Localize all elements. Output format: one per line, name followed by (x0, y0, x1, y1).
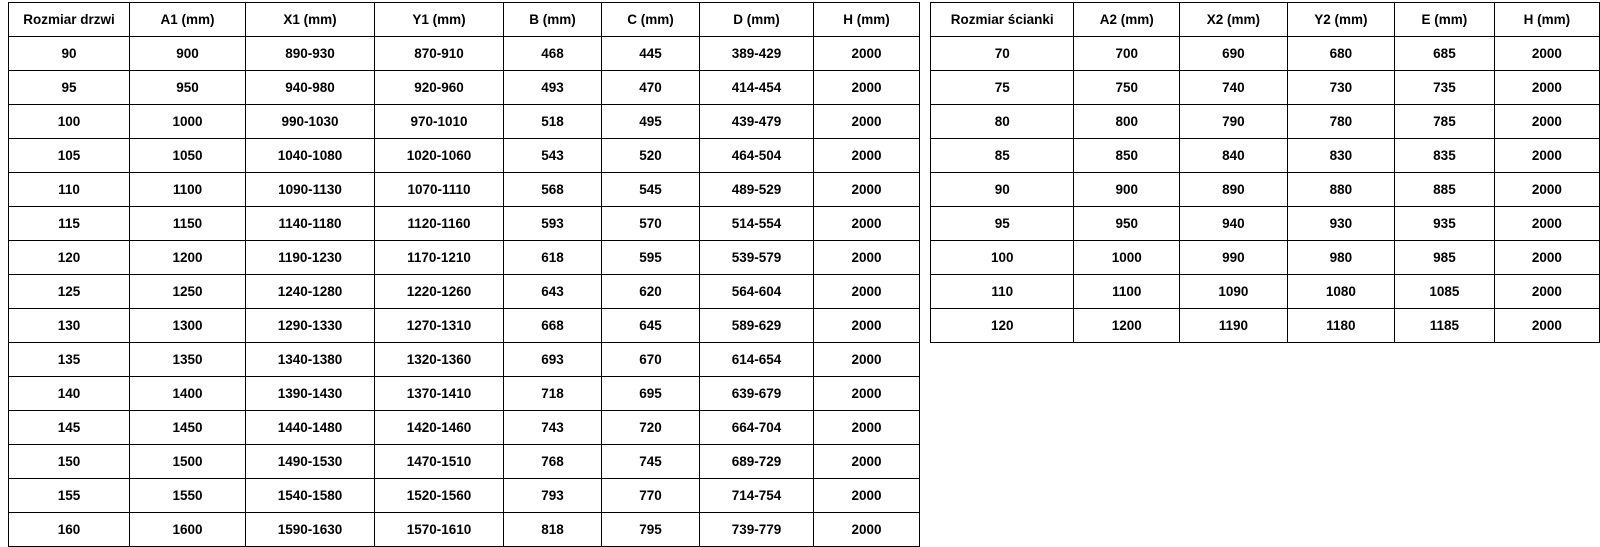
doors-cell-6: 489-529 (700, 173, 814, 207)
doors-cell-6: 689-729 (700, 445, 814, 479)
doors-cell-1: 1000 (130, 105, 246, 139)
doors-cell-5: 695 (602, 377, 700, 411)
table-row (931, 173, 1600, 207)
table-row (9, 241, 920, 275)
doors-cell-0: 160 (9, 513, 130, 547)
table-row (931, 207, 1600, 241)
doors-cell-6: 514-554 (700, 207, 814, 241)
wall-cell-3: 1080 (1287, 275, 1395, 309)
doors-cell-0: 135 (9, 343, 130, 377)
wall-cell-3: 880 (1287, 173, 1395, 207)
doors-cell-2: 1140-1180 (246, 207, 375, 241)
wall-cell-2: 1090 (1180, 275, 1288, 309)
doors-cell-3: 1570-1610 (375, 513, 504, 547)
wall-cell-2: 990 (1180, 241, 1288, 275)
doors-cell-2: 1040-1080 (246, 139, 375, 173)
doors-cell-2: 1390-1430 (246, 377, 375, 411)
table-row (9, 445, 920, 479)
doors-cell-3: 1270-1310 (375, 309, 504, 343)
doors-cell-1: 900 (130, 37, 246, 71)
table-row (931, 37, 1600, 71)
doors-cell-1: 1150 (130, 207, 246, 241)
wall-cell-2: 740 (1180, 71, 1288, 105)
doors-cell-3: 1420-1460 (375, 411, 504, 445)
doors-cell-7: 2000 (814, 37, 920, 71)
table-row (931, 71, 1600, 105)
wall-cell-0: 110 (931, 275, 1074, 309)
doors-cell-7: 2000 (814, 411, 920, 445)
doors-cell-2: 1590-1630 (246, 513, 375, 547)
doors-cell-5: 595 (602, 241, 700, 275)
doors-cell-3: 1220-1260 (375, 275, 504, 309)
wall-cell-5: 2000 (1494, 105, 1599, 139)
doors-cell-2: 1190-1230 (246, 241, 375, 275)
wall-cell-2: 940 (1180, 207, 1288, 241)
wall-header-cell-0: Rozmiar ścianki (931, 3, 1074, 37)
wall-cell-5: 2000 (1494, 241, 1599, 275)
doors-cell-3: 1020-1060 (375, 139, 504, 173)
doors-cell-6: 714-754 (700, 479, 814, 513)
doors-cell-4: 718 (504, 377, 602, 411)
wall-cell-1: 1000 (1074, 241, 1180, 275)
wall-cell-3: 730 (1287, 71, 1395, 105)
wall-cell-4: 935 (1395, 207, 1495, 241)
doors-cell-6: 614-654 (700, 343, 814, 377)
doors-cell-7: 2000 (814, 377, 920, 411)
wall-cell-3: 830 (1287, 139, 1395, 173)
doors-cell-0: 120 (9, 241, 130, 275)
wall-cell-0: 75 (931, 71, 1074, 105)
doors-cell-6: 564-604 (700, 275, 814, 309)
doors-cell-0: 90 (9, 37, 130, 71)
wall-cell-2: 790 (1180, 105, 1288, 139)
table-row (931, 275, 1600, 309)
doors-cell-1: 1400 (130, 377, 246, 411)
wall-cell-5: 2000 (1494, 275, 1599, 309)
doors-cell-0: 125 (9, 275, 130, 309)
doors-cell-7: 2000 (814, 445, 920, 479)
doors-cell-5: 570 (602, 207, 700, 241)
doors-cell-7: 2000 (814, 309, 920, 343)
table-row (9, 207, 920, 241)
wall-cell-4: 985 (1395, 241, 1495, 275)
doors-cell-0: 110 (9, 173, 130, 207)
doors-cell-7: 2000 (814, 105, 920, 139)
wall-cell-5: 2000 (1494, 309, 1599, 343)
doors-cell-4: 543 (504, 139, 602, 173)
wall-header-cell-4: E (mm) (1395, 3, 1495, 37)
doors-cell-3: 1470-1510 (375, 445, 504, 479)
doors-cell-5: 645 (602, 309, 700, 343)
wall-header-cell-5: H (mm) (1494, 3, 1599, 37)
doors-table-head (9, 3, 920, 37)
wall-dimensions-table (930, 2, 1600, 343)
wall-cell-0: 70 (931, 37, 1074, 71)
wall-cell-1: 850 (1074, 139, 1180, 173)
doors-dimensions-table (8, 2, 920, 547)
doors-cell-7: 2000 (814, 173, 920, 207)
doors-cell-4: 818 (504, 513, 602, 547)
wall-cell-4: 735 (1395, 71, 1495, 105)
doors-cell-5: 795 (602, 513, 700, 547)
wall-cell-4: 1185 (1395, 309, 1495, 343)
wall-cell-2: 690 (1180, 37, 1288, 71)
doors-cell-6: 439-479 (700, 105, 814, 139)
doors-cell-4: 743 (504, 411, 602, 445)
doors-cell-5: 670 (602, 343, 700, 377)
doors-header-cell-7: H (mm) (814, 3, 920, 37)
doors-cell-5: 620 (602, 275, 700, 309)
wall-cell-1: 900 (1074, 173, 1180, 207)
doors-cell-3: 1320-1360 (375, 343, 504, 377)
doors-cell-1: 1550 (130, 479, 246, 513)
wall-cell-4: 885 (1395, 173, 1495, 207)
table-row (9, 275, 920, 309)
doors-header-cell-3: Y1 (mm) (375, 3, 504, 37)
doors-cell-2: 1290-1330 (246, 309, 375, 343)
table-row (931, 309, 1600, 343)
wall-cell-3: 1180 (1287, 309, 1395, 343)
doors-cell-0: 130 (9, 309, 130, 343)
doors-cell-3: 1370-1410 (375, 377, 504, 411)
doors-header-cell-4: B (mm) (504, 3, 602, 37)
table-row (9, 309, 920, 343)
doors-cell-4: 668 (504, 309, 602, 343)
doors-cell-1: 1600 (130, 513, 246, 547)
doors-cell-0: 100 (9, 105, 130, 139)
doors-cell-4: 568 (504, 173, 602, 207)
doors-cell-2: 1490-1530 (246, 445, 375, 479)
wall-cell-5: 2000 (1494, 71, 1599, 105)
wall-cell-1: 1200 (1074, 309, 1180, 343)
doors-table-header-row (9, 3, 920, 37)
wall-cell-5: 2000 (1494, 173, 1599, 207)
doors-cell-3: 1070-1110 (375, 173, 504, 207)
doors-cell-5: 720 (602, 411, 700, 445)
wall-cell-4: 1085 (1395, 275, 1495, 309)
doors-cell-1: 1200 (130, 241, 246, 275)
doors-cell-4: 593 (504, 207, 602, 241)
table-row (9, 513, 920, 547)
doors-cell-7: 2000 (814, 207, 920, 241)
doors-cell-6: 464-504 (700, 139, 814, 173)
doors-cell-6: 389-429 (700, 37, 814, 71)
doors-cell-1: 950 (130, 71, 246, 105)
doors-cell-5: 770 (602, 479, 700, 513)
doors-cell-0: 140 (9, 377, 130, 411)
table-row (931, 139, 1600, 173)
wall-table-header-row (931, 3, 1600, 37)
doors-cell-7: 2000 (814, 139, 920, 173)
doors-cell-0: 115 (9, 207, 130, 241)
wall-cell-0: 90 (931, 173, 1074, 207)
doors-header-cell-5: C (mm) (602, 3, 700, 37)
table-row (9, 343, 920, 377)
wall-table-head (931, 3, 1600, 37)
doors-cell-6: 539-579 (700, 241, 814, 275)
doors-cell-7: 2000 (814, 513, 920, 547)
doors-cell-2: 1540-1580 (246, 479, 375, 513)
wall-cell-5: 2000 (1494, 207, 1599, 241)
table-row (9, 105, 920, 139)
wall-cell-4: 685 (1395, 37, 1495, 71)
doors-cell-2: 1440-1480 (246, 411, 375, 445)
doors-cell-3: 970-1010 (375, 105, 504, 139)
doors-cell-3: 920-960 (375, 71, 504, 105)
doors-cell-7: 2000 (814, 343, 920, 377)
wall-cell-0: 100 (931, 241, 1074, 275)
table-row (9, 173, 920, 207)
doors-cell-3: 1520-1560 (375, 479, 504, 513)
wall-cell-4: 835 (1395, 139, 1495, 173)
doors-cell-1: 1350 (130, 343, 246, 377)
doors-cell-0: 150 (9, 445, 130, 479)
doors-cell-4: 468 (504, 37, 602, 71)
table-row (931, 241, 1600, 275)
doors-cell-6: 639-679 (700, 377, 814, 411)
wall-cell-3: 680 (1287, 37, 1395, 71)
table-row (9, 37, 920, 71)
wall-cell-4: 785 (1395, 105, 1495, 139)
doors-cell-4: 793 (504, 479, 602, 513)
doors-cell-4: 618 (504, 241, 602, 275)
wall-cell-0: 80 (931, 105, 1074, 139)
wall-table-body (931, 37, 1600, 343)
doors-cell-1: 1100 (130, 173, 246, 207)
wall-cell-0: 120 (931, 309, 1074, 343)
wall-cell-3: 980 (1287, 241, 1395, 275)
doors-cell-5: 545 (602, 173, 700, 207)
wall-cell-0: 95 (931, 207, 1074, 241)
doors-cell-3: 1170-1210 (375, 241, 504, 275)
wall-cell-1: 1100 (1074, 275, 1180, 309)
doors-cell-1: 1250 (130, 275, 246, 309)
doors-cell-2: 990-1030 (246, 105, 375, 139)
doors-cell-7: 2000 (814, 71, 920, 105)
doors-header-cell-6: D (mm) (700, 3, 814, 37)
table-row (9, 377, 920, 411)
table-row (9, 71, 920, 105)
doors-cell-3: 870-910 (375, 37, 504, 71)
doors-cell-3: 1120-1160 (375, 207, 504, 241)
doors-cell-0: 155 (9, 479, 130, 513)
doors-cell-2: 1240-1280 (246, 275, 375, 309)
wall-header-cell-3: Y2 (mm) (1287, 3, 1395, 37)
wall-cell-0: 85 (931, 139, 1074, 173)
wall-header-cell-1: A2 (mm) (1074, 3, 1180, 37)
doors-header-cell-2: X1 (mm) (246, 3, 375, 37)
doors-cell-7: 2000 (814, 241, 920, 275)
doors-cell-0: 95 (9, 71, 130, 105)
doors-cell-5: 495 (602, 105, 700, 139)
doors-cell-1: 1500 (130, 445, 246, 479)
doors-cell-1: 1050 (130, 139, 246, 173)
doors-cell-4: 693 (504, 343, 602, 377)
doors-cell-6: 664-704 (700, 411, 814, 445)
doors-cell-7: 2000 (814, 479, 920, 513)
wall-cell-1: 750 (1074, 71, 1180, 105)
doors-cell-5: 470 (602, 71, 700, 105)
wall-cell-5: 2000 (1494, 139, 1599, 173)
doors-cell-1: 1450 (130, 411, 246, 445)
doors-cell-4: 768 (504, 445, 602, 479)
doors-cell-4: 643 (504, 275, 602, 309)
wall-cell-3: 930 (1287, 207, 1395, 241)
doors-cell-6: 739-779 (700, 513, 814, 547)
doors-cell-5: 520 (602, 139, 700, 173)
doors-cell-5: 445 (602, 37, 700, 71)
wall-header-cell-2: X2 (mm) (1180, 3, 1288, 37)
wall-cell-1: 800 (1074, 105, 1180, 139)
doors-cell-4: 493 (504, 71, 602, 105)
doors-cell-2: 1340-1380 (246, 343, 375, 377)
wall-cell-2: 890 (1180, 173, 1288, 207)
doors-cell-7: 2000 (814, 275, 920, 309)
wall-cell-1: 700 (1074, 37, 1180, 71)
doors-cell-4: 518 (504, 105, 602, 139)
doors-table-body (9, 37, 920, 547)
doors-cell-1: 1300 (130, 309, 246, 343)
doors-cell-0: 105 (9, 139, 130, 173)
doors-cell-2: 890-930 (246, 37, 375, 71)
doors-cell-2: 940-980 (246, 71, 375, 105)
doors-cell-6: 589-629 (700, 309, 814, 343)
doors-header-cell-0: Rozmiar drzwi (9, 3, 130, 37)
doors-header-cell-1: A1 (mm) (130, 3, 246, 37)
wall-cell-5: 2000 (1494, 37, 1599, 71)
doors-cell-6: 414-454 (700, 71, 814, 105)
wall-cell-3: 780 (1287, 105, 1395, 139)
table-row (9, 479, 920, 513)
table-row (931, 105, 1600, 139)
doors-cell-0: 145 (9, 411, 130, 445)
doors-cell-2: 1090-1130 (246, 173, 375, 207)
wall-cell-2: 840 (1180, 139, 1288, 173)
doors-cell-5: 745 (602, 445, 700, 479)
wall-cell-1: 950 (1074, 207, 1180, 241)
table-row (9, 411, 920, 445)
table-row (9, 139, 920, 173)
wall-cell-2: 1190 (1180, 309, 1288, 343)
